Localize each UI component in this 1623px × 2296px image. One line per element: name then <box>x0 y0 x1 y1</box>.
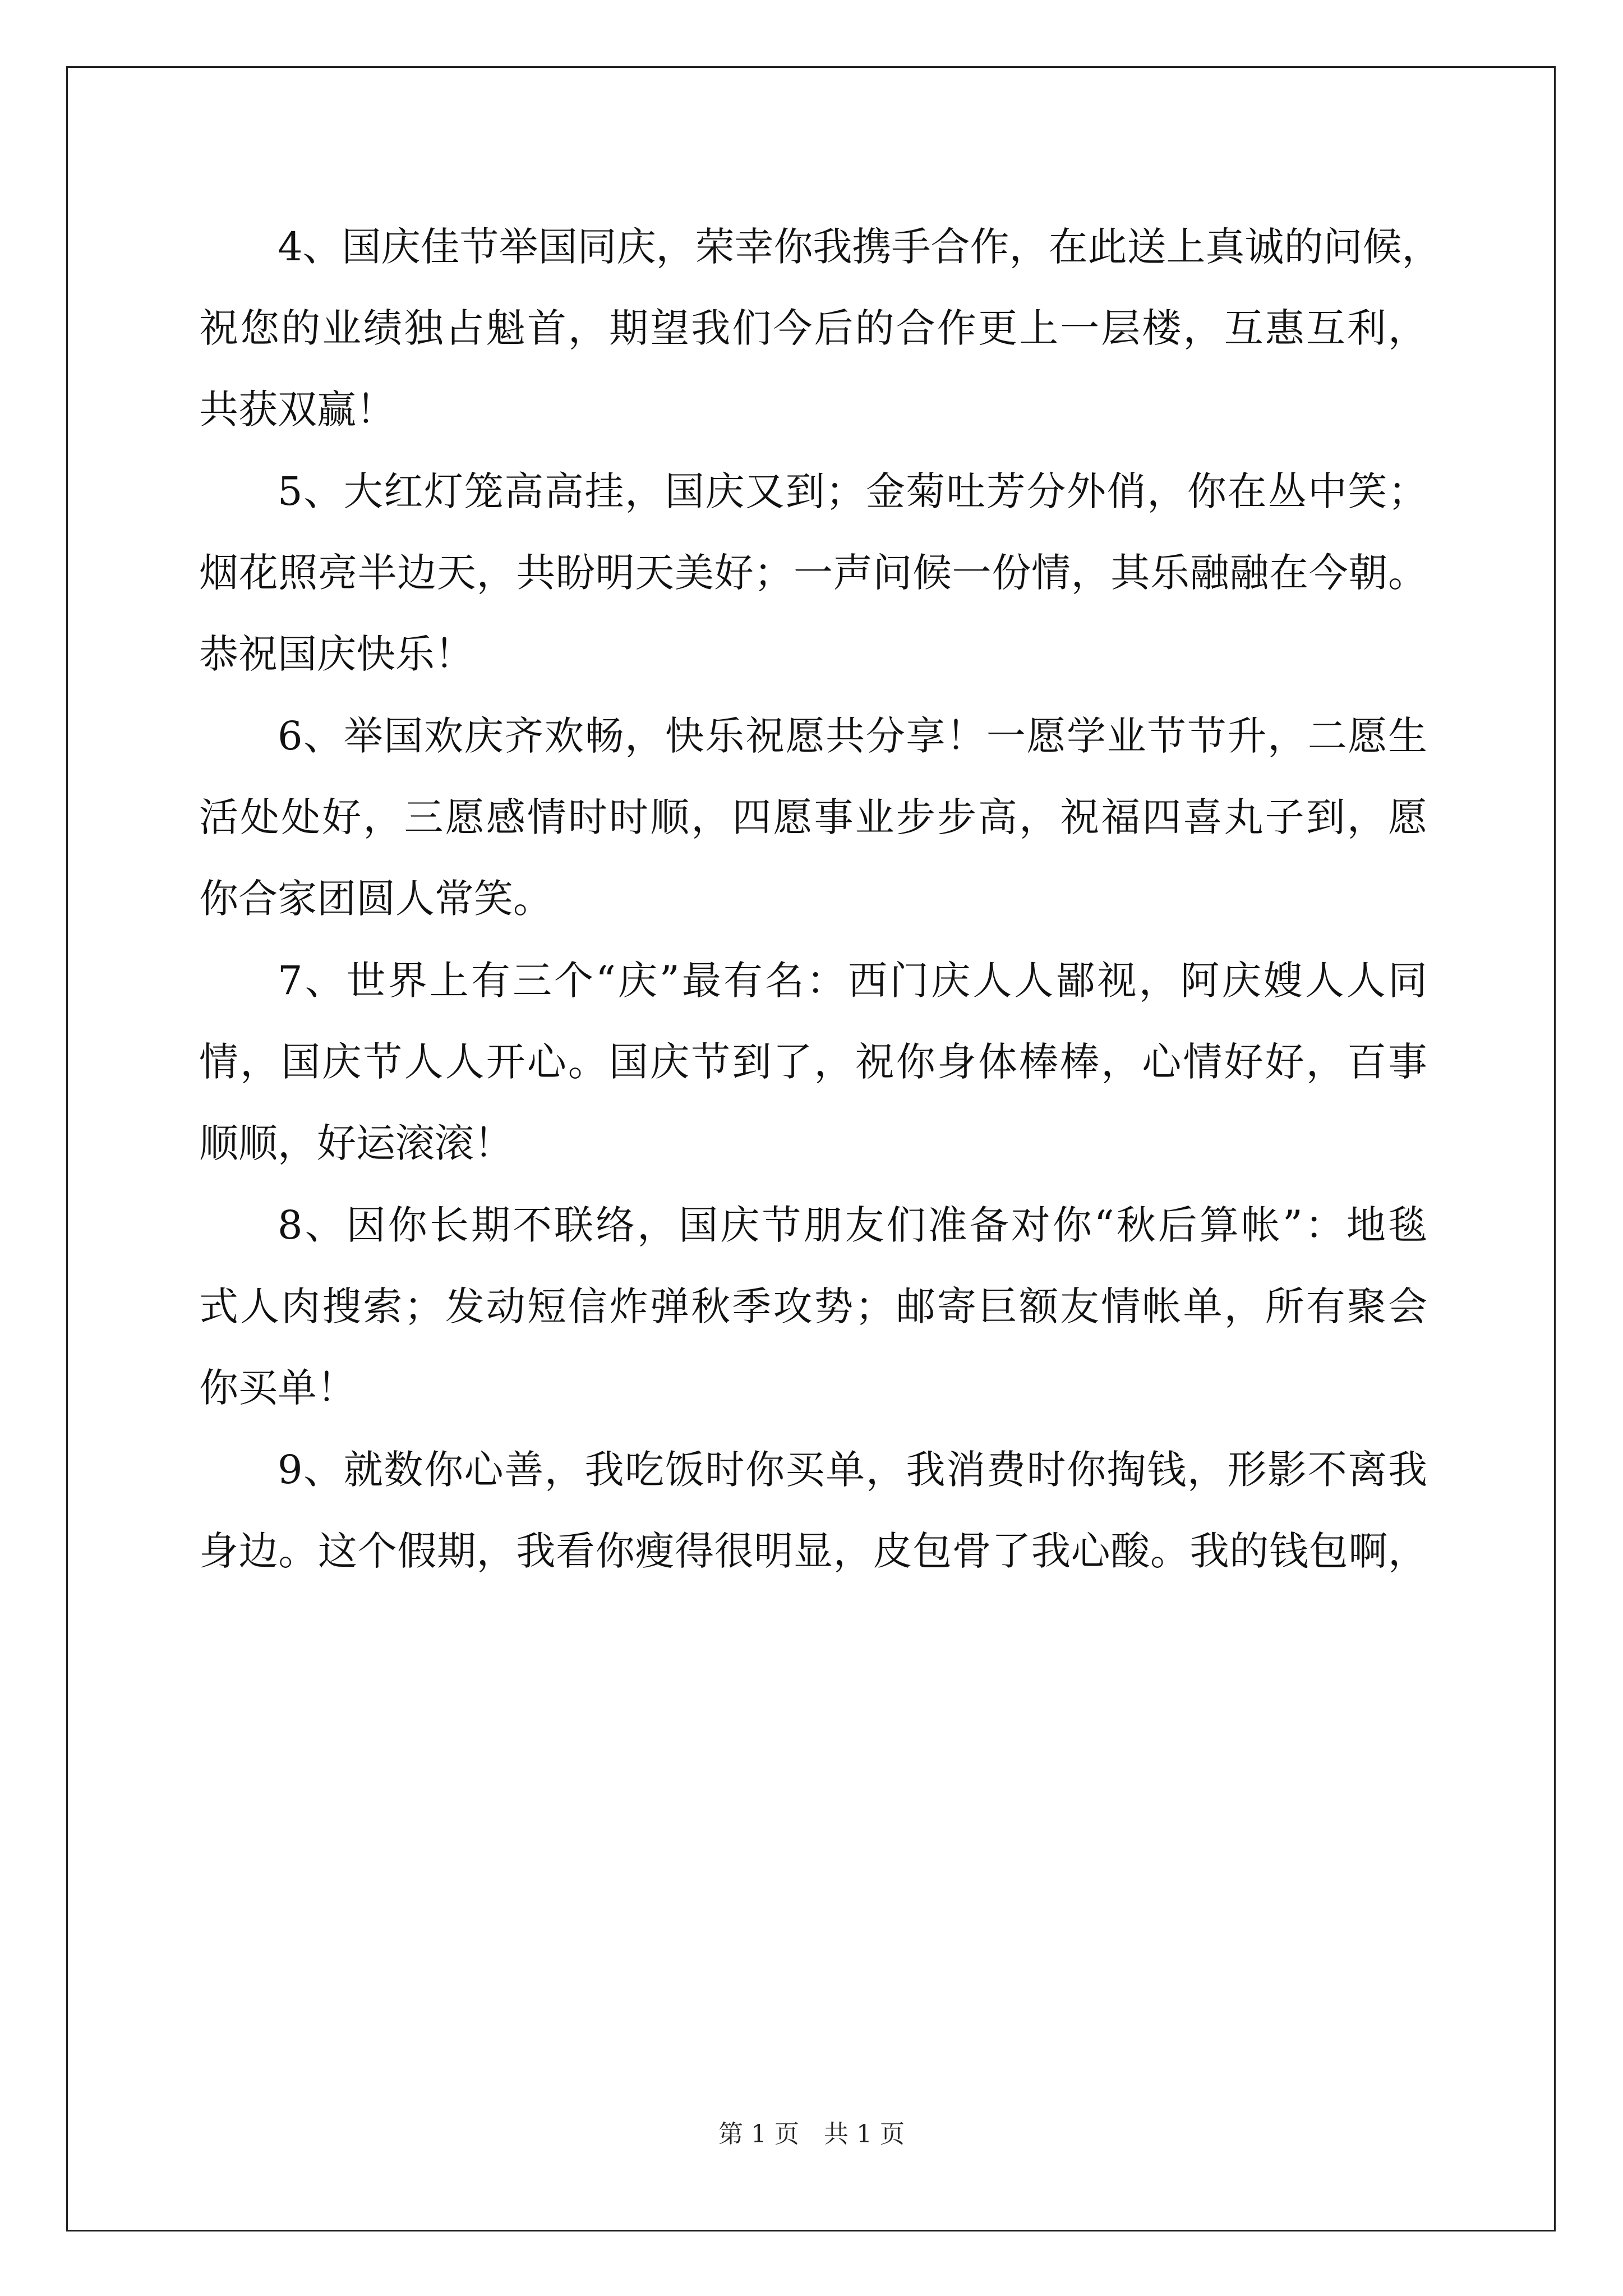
text-line: 式人肉搜索；发动短信炸弹秋季攻势；邮寄巨额友情帐单，所有聚会 <box>199 1283 1427 1329</box>
text-line: 6、举国欢庆齐欢畅，快乐祝愿共分享！一愿学业节节升，二愿生 <box>278 713 1427 759</box>
text-line: 恭祝国庆快乐！ <box>199 631 474 677</box>
text-line: 7、世界上有三个“庆”最有名：西门庆人人鄙视，阿庆嫂人人同 <box>278 958 1427 1004</box>
text-line: 情，国庆节人人开心。国庆节到了，祝你身体棒棒，心情好好，百事 <box>199 1039 1427 1085</box>
page-footer: 第 1 页 共 1 页 <box>718 2120 905 2148</box>
paragraph-7 <box>199 955 1427 1168</box>
text-line: 你买单！ <box>199 1365 356 1411</box>
paragraph-8 <box>199 1200 1427 1413</box>
text-line: 身边。这个假期，我看你瘦得很明显，皮包骨了我心酸。我的钱包啊， <box>199 1528 1427 1574</box>
paragraph-9 <box>199 1444 1427 1576</box>
text-line: 8、因你长期不联络，国庆节朋友们准备对你“秋后算帐”：地毯 <box>278 1202 1427 1248</box>
text-line: 祝您的业绩独占魁首，期望我们今后的合作更上一层楼，互惠互利， <box>199 305 1427 351</box>
document-body <box>199 222 1441 1608</box>
paragraph-4 <box>199 222 1441 435</box>
text-line: 你合家团圆人常笑。 <box>199 876 552 922</box>
paragraph-5 <box>199 466 1427 679</box>
text-line: 活处处好，三愿感情时时顺，四愿事业步步高，祝福四喜丸子到，愿 <box>199 794 1427 840</box>
text-line: 4、国庆佳节举国同庆，荣幸你我携手合作，在此送上真诚的问候， <box>278 224 1441 270</box>
text-line: 9、就数你心善，我吃饭时你买单，我消费时你掏钱，形影不离我 <box>278 1447 1427 1493</box>
text-line: 共获双赢！ <box>199 386 395 432</box>
text-line: 顺顺，好运滚滚！ <box>199 1120 513 1166</box>
text-line: 5、大红灯笼高高挂，国庆又到；金菊吐芳分外俏，你在丛中笑； <box>278 468 1427 514</box>
text-line: 烟花照亮半边天，共盼明天美好；一声问候一份情，其乐融融在今朝。 <box>199 550 1427 596</box>
paragraph-6 <box>199 711 1427 924</box>
